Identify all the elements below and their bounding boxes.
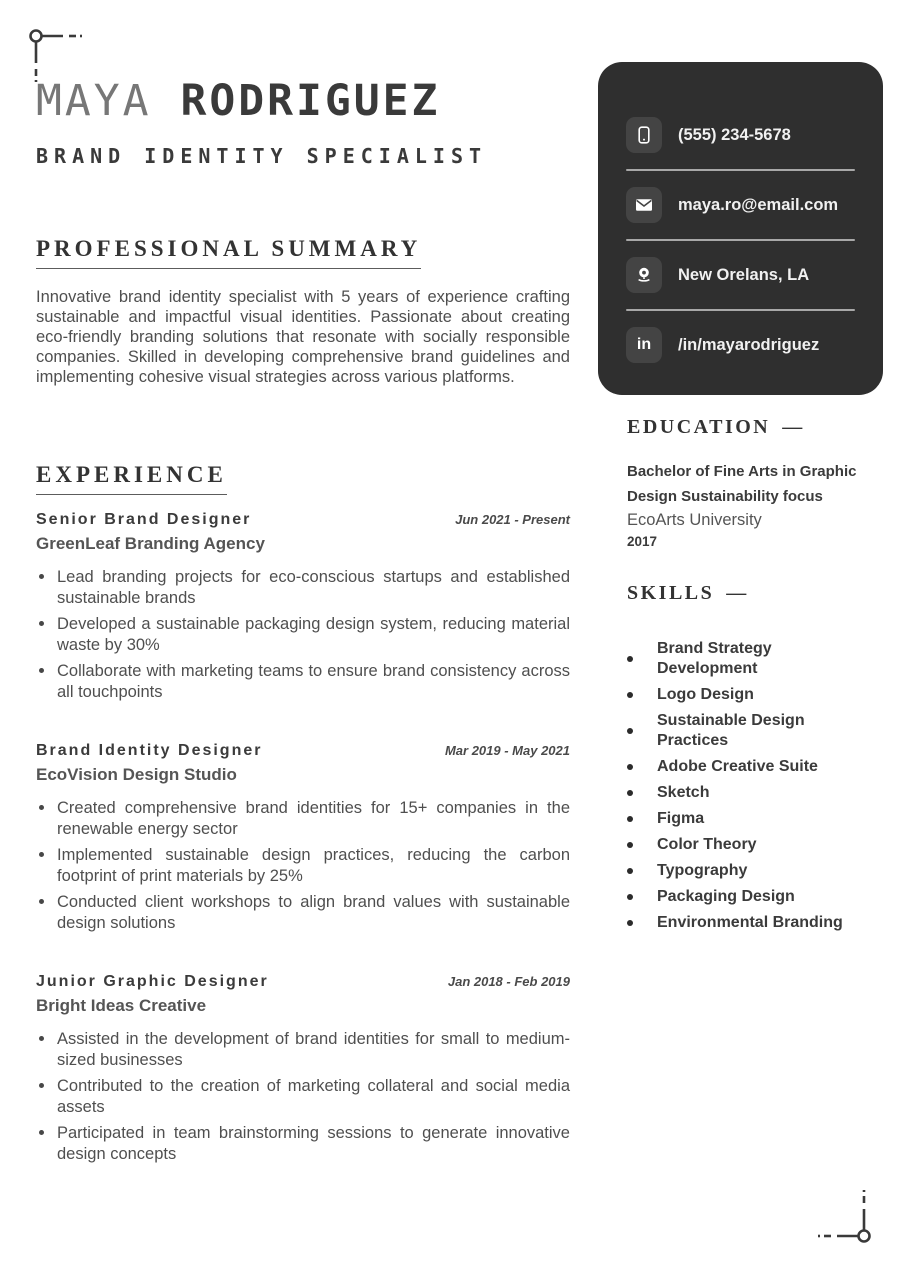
contact-divider xyxy=(626,309,855,311)
job-bullet: Assisted in the development of brand identities for small to medium-sized businesses xyxy=(36,1029,570,1070)
job-bullet: Conducted client workshops to align brand values with sustainable design solutions xyxy=(36,892,570,933)
bullet-dot-icon xyxy=(627,728,633,734)
skill-item: Typography xyxy=(627,861,883,881)
phone-number: (555) 234-5678 xyxy=(678,125,791,144)
job-bullet: Collaborate with marketing teams to ensure brand consistency across all touchpoints xyxy=(36,661,570,702)
linkedin-icon: in xyxy=(626,327,662,363)
job-company: Bright Ideas Creative xyxy=(36,996,207,1015)
location-text: New Orelans, LA xyxy=(678,265,810,284)
skill-item: Brand Strategy Development xyxy=(627,639,883,679)
heading-dash: — xyxy=(726,582,747,604)
skills-section xyxy=(627,582,883,933)
contact-divider xyxy=(626,169,855,171)
job-dates: Jan 2018 - Feb 2019 xyxy=(447,974,570,989)
job-bullet: Implemented sustainable design practices, reducing the carbon footprint of print materials by 25% xyxy=(36,845,570,886)
job-dates: Jun 2021 - Present xyxy=(455,512,570,527)
corner-mark-bottom-right-icon xyxy=(812,1184,876,1253)
bullet-dot-icon xyxy=(627,920,633,926)
summary-heading: PROFESSIONAL SUMMARY xyxy=(36,236,421,269)
email-address: maya.ro@email.com xyxy=(678,195,839,214)
bullet-dot-icon xyxy=(627,816,633,822)
job-head xyxy=(36,511,570,529)
candidate-name xyxy=(36,76,440,126)
skill-item: Packaging Design xyxy=(627,887,883,907)
bullet-dot-icon xyxy=(627,764,633,770)
skill-item: Logo Design xyxy=(627,685,883,705)
education-section xyxy=(627,416,883,549)
summary-section xyxy=(36,236,570,387)
bullet-dot-icon xyxy=(627,692,633,698)
job-entry xyxy=(36,973,570,1164)
skill-item: Color Theory xyxy=(627,835,883,855)
job-company: EcoVision Design Studio xyxy=(36,765,237,784)
contact-linkedin xyxy=(626,327,855,363)
job-bullet: Participated in team brainstorming sessions to generate innovative design concepts xyxy=(36,1123,570,1164)
job-title: Junior Graphic Designer xyxy=(36,973,269,990)
contact-card xyxy=(598,62,883,395)
job-title: Senior Brand Designer xyxy=(36,511,252,528)
job-entry xyxy=(36,742,570,933)
skill-item: Environmental Branding xyxy=(627,913,883,933)
candidate-last-name: RODRIGUEZ xyxy=(180,76,441,126)
skill-item: Sustainable Design Practices xyxy=(627,711,883,751)
bullet-dot-icon xyxy=(627,868,633,874)
job-bullet: Created comprehensive brand identities for 15+ companies in the renewable energy sector xyxy=(36,798,570,839)
skill-item: Sketch xyxy=(627,783,883,803)
job-bullet: Developed a sustainable packaging design system, reducing material waste by 30% xyxy=(36,614,570,655)
bullet-dot-icon xyxy=(627,842,633,848)
education-heading: EDUCATION — xyxy=(627,416,803,438)
job-bullet: Contributed to the creation of marketing collateral and social media assets xyxy=(36,1076,570,1117)
skills-heading: SKILLS — xyxy=(627,582,747,604)
linkedin-handle: /in/mayarodriguez xyxy=(678,335,820,354)
summary-text: Innovative brand identity specialist with 5 years of experience crafting sustainable and impactful visual identities. Passionate about creating eco-friendly branding solutions that resonate with socially responsible companies. Skilled in developing comprehensive brand guidelines and implementing cohesive visual strategies across various platforms. xyxy=(36,288,570,386)
contact-location xyxy=(626,257,855,293)
contact-phone xyxy=(626,117,855,153)
skill-item: Figma xyxy=(627,809,883,829)
location-icon xyxy=(626,257,662,293)
job-dates: Mar 2019 - May 2021 xyxy=(444,743,570,758)
bullet-dot-icon xyxy=(627,790,633,796)
candidate-job-title: BRAND IDENTITY SPECIALIST xyxy=(36,144,488,168)
bullet-dot-icon xyxy=(627,894,633,900)
job-bullet: Lead branding projects for eco-conscious startups and established sustainable brands xyxy=(36,567,570,608)
job-entry xyxy=(36,511,570,702)
skills-list xyxy=(627,639,883,933)
email-icon xyxy=(626,187,662,223)
job-bullet-list xyxy=(36,567,570,702)
heading-dash: — xyxy=(782,416,803,438)
experience-section xyxy=(36,462,570,1164)
job-bullet-list xyxy=(36,798,570,933)
job-bullet-list xyxy=(36,1029,570,1164)
contact-email xyxy=(626,187,855,223)
job-head xyxy=(36,973,570,991)
job-head xyxy=(36,742,570,760)
bullet-dot-icon xyxy=(627,656,633,662)
skill-item: Adobe Creative Suite xyxy=(627,757,883,777)
candidate-first-name: MAYA xyxy=(36,76,152,126)
education-school: EcoArts University xyxy=(627,511,762,529)
job-company: GreenLeaf Branding Agency xyxy=(36,534,265,553)
contact-divider xyxy=(626,239,855,241)
job-title: Brand Identity Designer xyxy=(36,742,263,759)
education-year: 2017 xyxy=(627,534,658,549)
phone-icon xyxy=(626,117,662,153)
education-degree: Bachelor of Fine Arts in Graphic Design Sustainability focus xyxy=(627,463,857,505)
job-list xyxy=(36,511,570,1164)
experience-heading: EXPERIENCE xyxy=(36,462,227,495)
